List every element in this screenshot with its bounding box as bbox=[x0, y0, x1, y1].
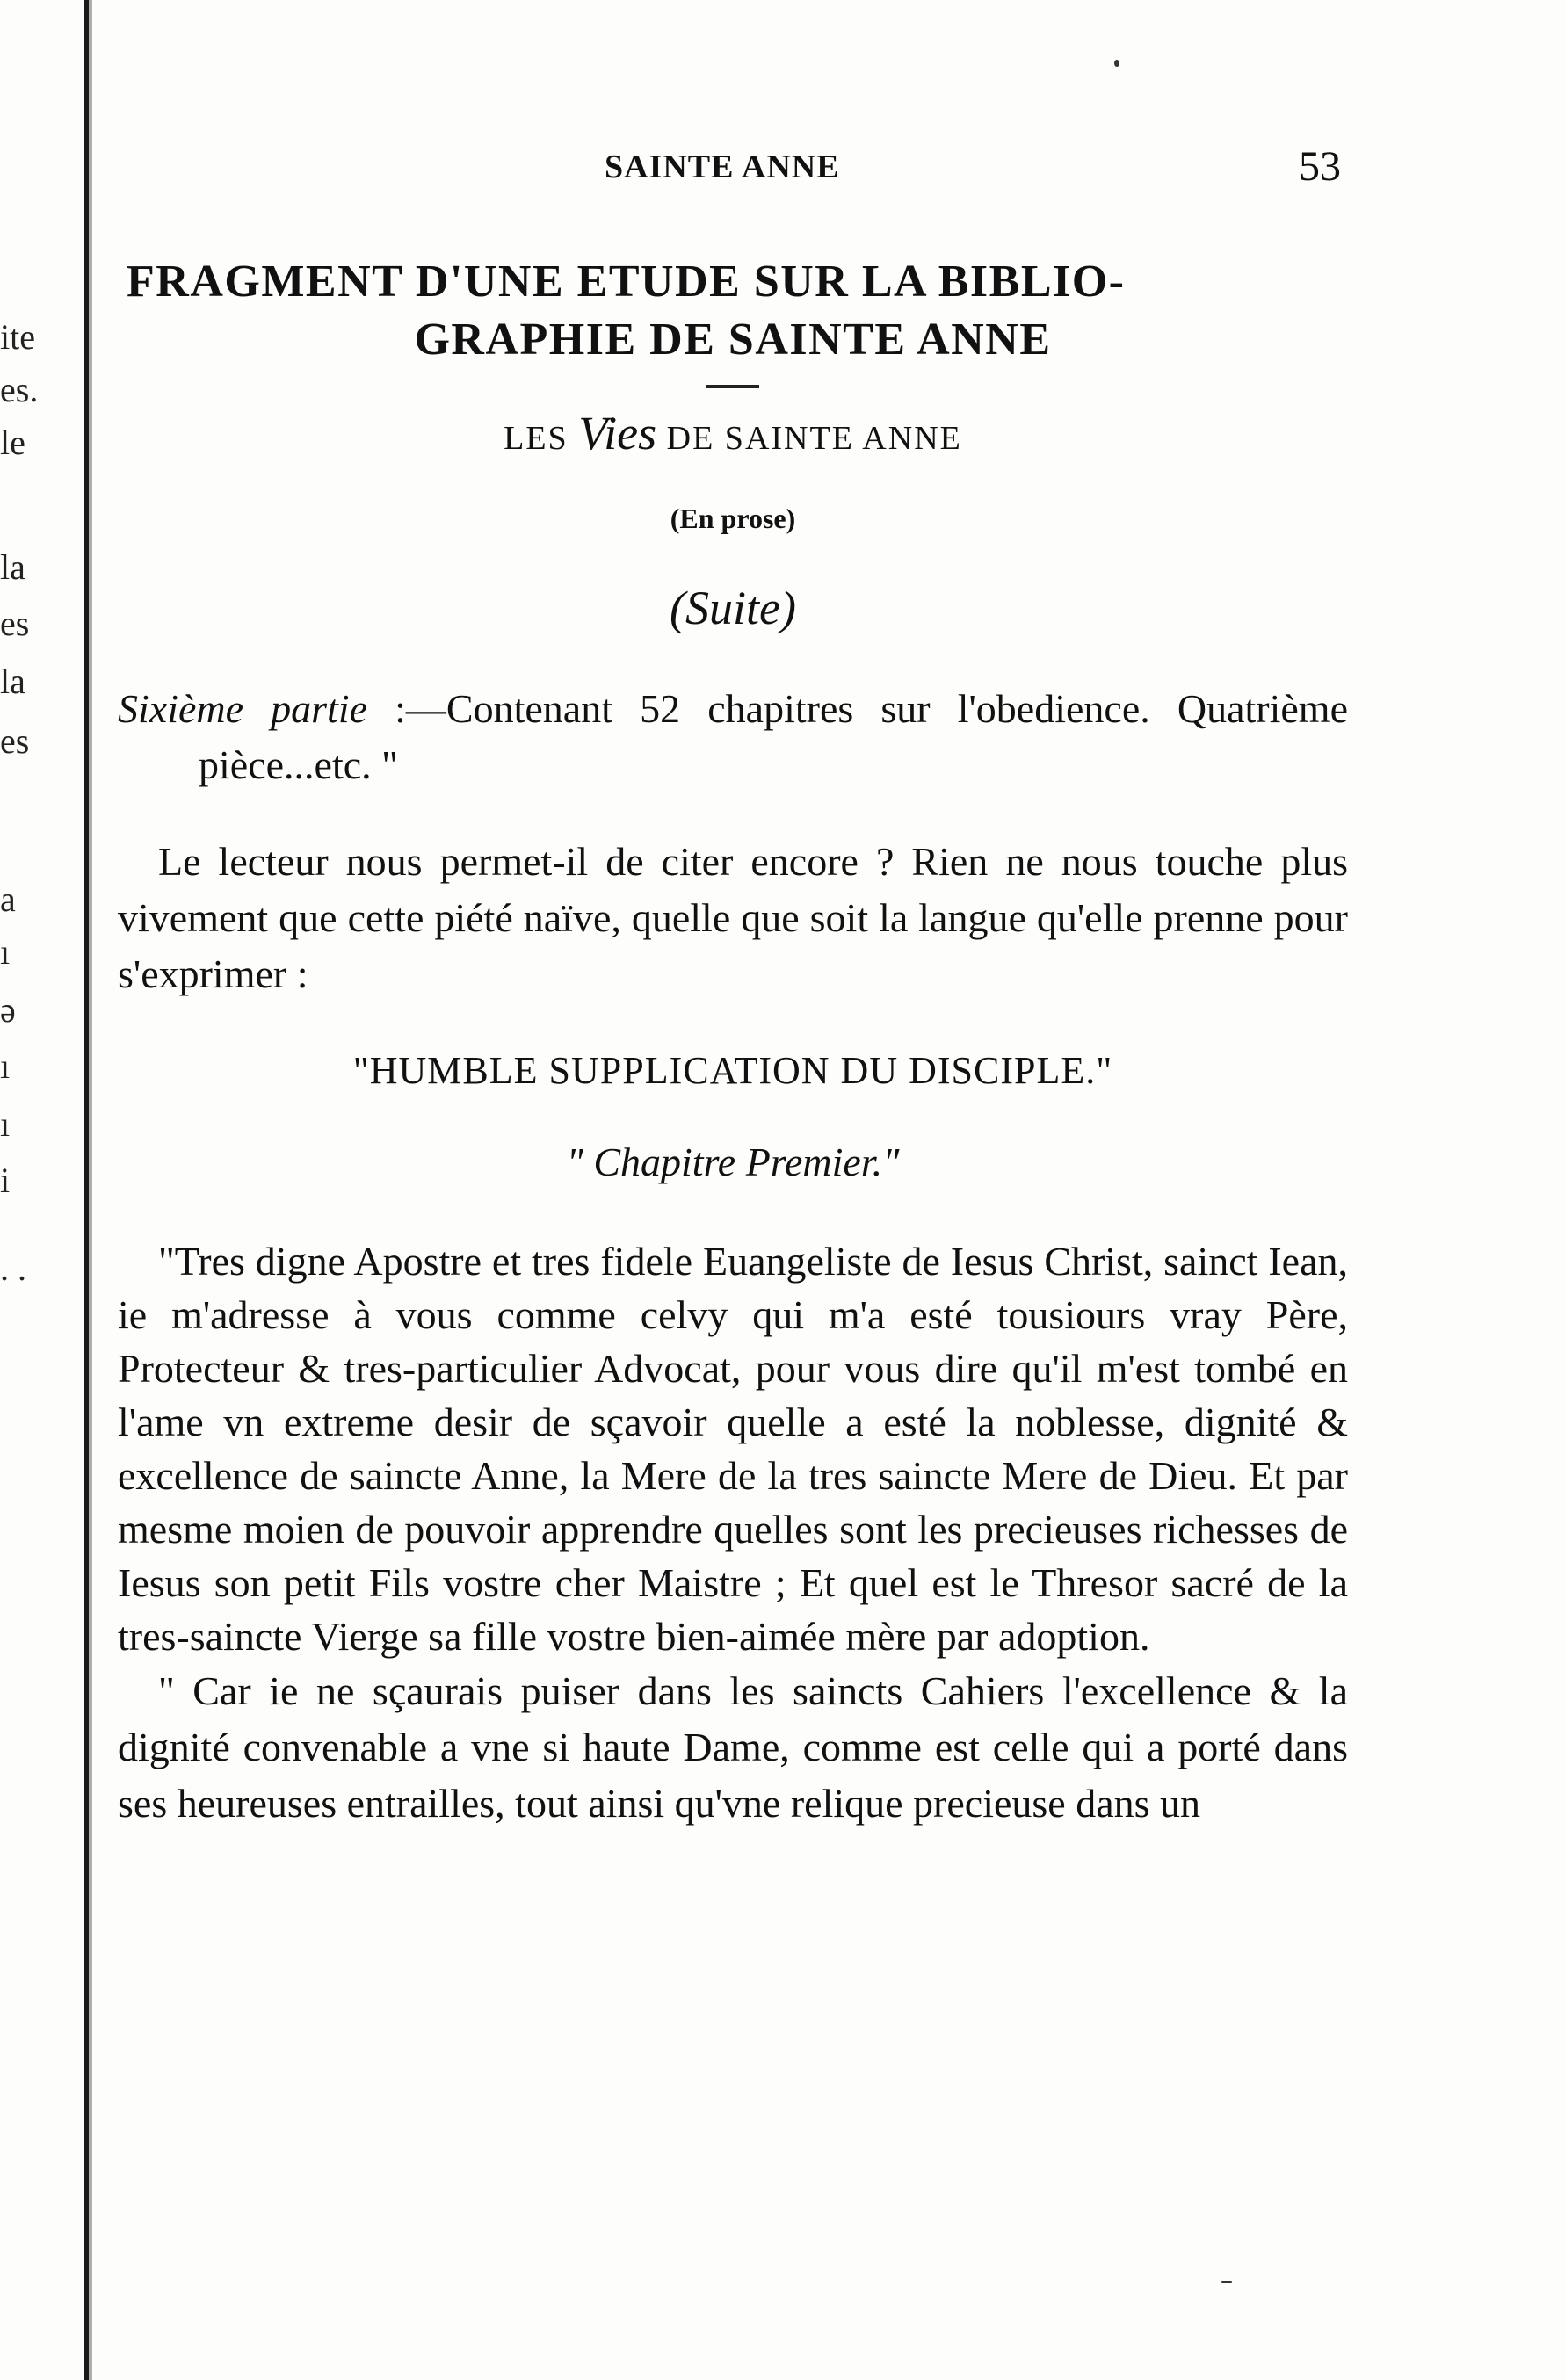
subtitle-suffix: DE SAINTE ANNE bbox=[666, 420, 962, 457]
sixieme-text: :—Contenant 52 chapitres sur l'obedience. Quatrième pièce...etc. " bbox=[199, 686, 1348, 787]
section-subtitle bbox=[118, 406, 1348, 460]
margin-fragment: la bbox=[0, 547, 25, 587]
margin-fragment: ı bbox=[0, 932, 11, 972]
page-body bbox=[118, 253, 1348, 1832]
margin-fragment: ı bbox=[0, 1046, 11, 1086]
page-binding-shadow bbox=[89, 0, 92, 2380]
running-title: SAINTE ANNE bbox=[605, 148, 840, 185]
paragraph-lecteur: Le lecteur nous permet-il de citer encore ? Rien ne nous touche plus vivement que cette piété naïve, quelle que soit la langue qu'elle prenne pour s'exprimer : bbox=[118, 839, 1348, 996]
subtitle-prefix: LES bbox=[504, 420, 569, 457]
margin-fragment: . . bbox=[0, 1248, 26, 1288]
suite-label: (Suite) bbox=[670, 582, 796, 634]
paragraph-tres-digne: "Tres digne Apostre et tres fidele Euangeliste de Iesus Christ, sainct Iean, ie m'adresse à vous comme celvy qui m'a esté tousiours vray Père, Protecteur & tres-particulier Advocat, pour vous dire qu'il m'est tombé en l'ame vn extreme desir de sçavoir quelle a esté la noblesse, dignité & excellence de saincte Anne, la Mere de la tres saincte Mere de Dieu. Et par mesme moien de pouvoir apprendre quelles sont les precieuses richesses de Iesus son petit Fils vostre cher Maistre ; Et quel est le Thresor sacré de la tres-saincte Vierge sa fille vostre bien-aimée mère par adoption. bbox=[118, 1239, 1348, 1659]
article-title bbox=[118, 253, 1348, 369]
chapitre-premier-heading: " Chapitre Premier." bbox=[566, 1139, 900, 1184]
paragraph-car: " Car ie ne sçaurais puiser dans les saincts Cahiers l'excellence & la dignité convenable a vne si haute Dame, comme est celle qui a porté dans ses heureuses entrailles, tout ainsi qu'vne relique precieuse dans un bbox=[118, 1668, 1348, 1826]
margin-fragment: a bbox=[0, 879, 16, 919]
humble-supplication-heading: "HUMBLE SUPPLICATION DU DISCIPLE." bbox=[352, 1049, 1113, 1092]
title-line-1: FRAGMENT D'UNE ETUDE SUR LA BIBLIO- bbox=[127, 257, 1126, 307]
sixieme-partie-entry bbox=[118, 681, 1348, 793]
margin-fragment: es. bbox=[0, 370, 39, 409]
subtitle-vies: Vies bbox=[578, 407, 657, 459]
margin-fragment: ı bbox=[0, 1104, 11, 1144]
margin-fragment: le bbox=[0, 423, 25, 462]
sixieme-label: Sixième partie bbox=[118, 686, 368, 731]
margin-fragment: ite bbox=[0, 317, 35, 357]
page-number: 53 bbox=[1299, 143, 1341, 190]
print-speck bbox=[1114, 60, 1119, 67]
title-rule bbox=[706, 385, 759, 388]
margin-fragment: es bbox=[0, 721, 30, 761]
title-line-2: GRAPHIE DE SAINTE ANNE bbox=[414, 315, 1052, 365]
running-header bbox=[0, 143, 1565, 200]
print-speck bbox=[1221, 2281, 1232, 2283]
margin-fragment: ə bbox=[0, 990, 16, 1030]
margin-fragment: la bbox=[0, 662, 25, 701]
prose-note: (En prose) bbox=[670, 503, 796, 534]
margin-fragment: es bbox=[0, 604, 30, 643]
margin-fragment: i bbox=[0, 1161, 11, 1200]
